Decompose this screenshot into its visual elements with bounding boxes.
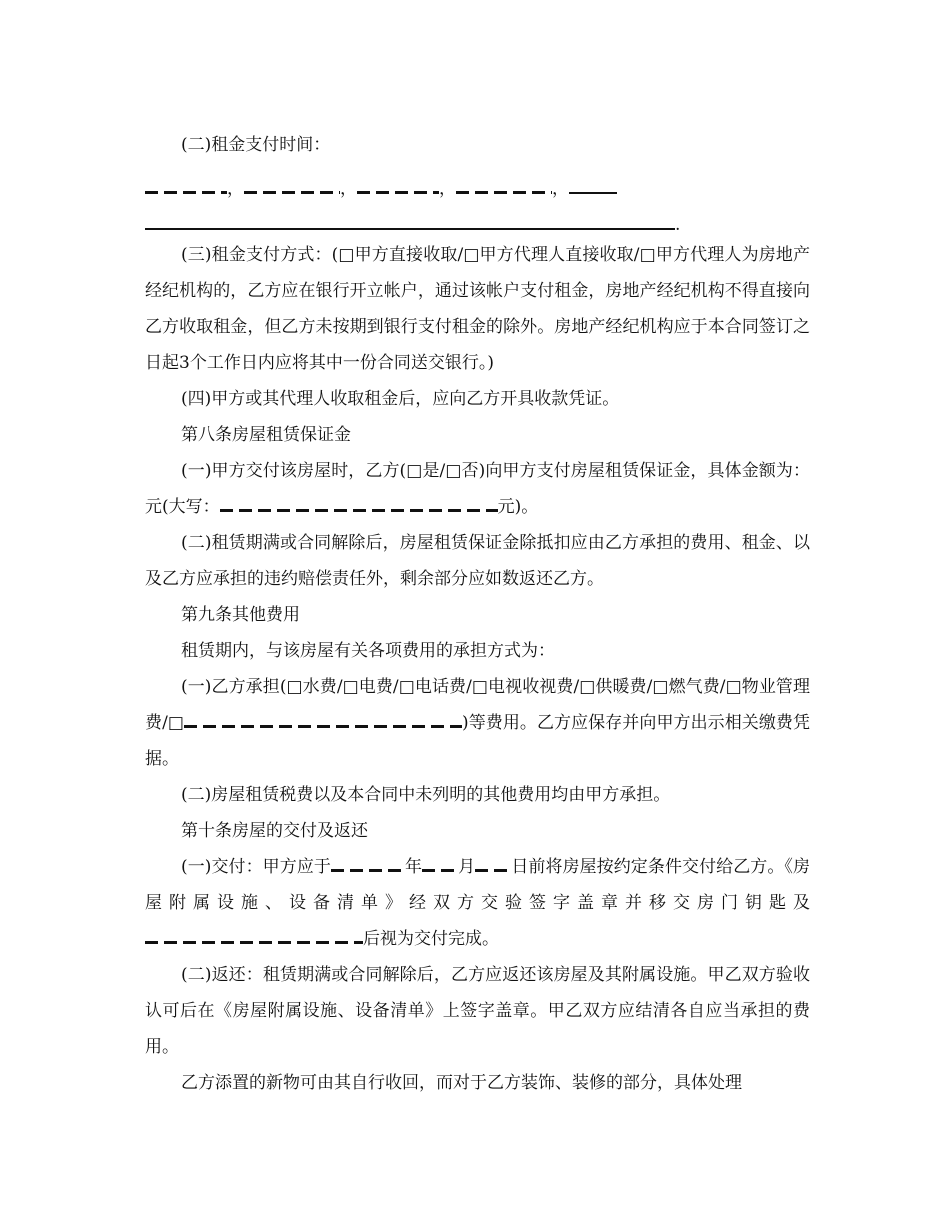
blank-field (145, 930, 363, 944)
deposit-clause-2: (二)租赁期满或合同解除后，房屋租赁保证金除抵扣应由乙方承担的费用、租金、以及乙方应承担的违约赔偿责任外，剩余部分应如数返还乙方。 (145, 533, 810, 589)
blank-field (220, 498, 498, 512)
delivery-clause (145, 849, 810, 957)
deposit-text: (一)甲方交付该房屋时，乙方(□是/□否)向甲方支付房屋租赁保证金，具体金额为：元(大写： (145, 461, 810, 517)
deposit-text-end: 元)。 (497, 497, 539, 517)
blank-field (331, 858, 405, 872)
blank-field (357, 180, 439, 194)
separator-comma: ， (439, 179, 456, 199)
blank-field (456, 180, 552, 194)
article-10-heading: 第十条房屋的交付及返还 (181, 821, 368, 841)
blank-field (475, 858, 511, 872)
article-9-heading: 第九条其他费用 (181, 605, 300, 625)
year-label: 年 (404, 857, 423, 877)
fees-intro: 租赁期内，与该房屋有关各项费用的承担方式为： (181, 641, 555, 661)
rent-receipt-clause: (四)甲方或其代理人收取租金后，应向乙方开具收款凭证。 (181, 389, 620, 409)
additions-clause: 乙方添置的新物可由其自行收回，而对于乙方装饰、装修的部分，具体处理 (181, 1073, 742, 1093)
delivery-text: (一)交付：甲方应于 (181, 857, 331, 877)
delivery-text-2: 日前将房屋按约定条件交付给乙方。《房屋附属设施、设备清单》经双方交验签字盖章并移交房门钥匙及 (145, 857, 811, 913)
fees-clause-1 (145, 669, 810, 777)
delivery-text-end: 后视为交付完成。 (363, 929, 499, 949)
blank-field (145, 214, 675, 230)
article-8-heading: 第八条房屋租赁保证金 (181, 425, 351, 445)
blank-field (244, 180, 340, 194)
blank-field (569, 178, 617, 194)
fees-text-end: )等费用。乙方应保存并向甲方出示相关缴费凭据。 (145, 713, 810, 769)
deposit-clause-1 (145, 453, 810, 525)
blank-field (422, 858, 458, 872)
fees-clause-2: (二)房屋租赁税费以及本合同中未列明的其他费用均由甲方承担。 (181, 785, 671, 805)
blank-field (184, 714, 462, 728)
period: . (675, 215, 681, 235)
separator-comma: ， (340, 179, 357, 199)
rent-payment-time-blanks (145, 171, 810, 207)
month-label: 月 (458, 857, 476, 877)
separator-comma: ， (227, 179, 244, 199)
rent-payment-method: (三)租金支付方式：(□甲方直接收取/□甲方代理人直接收取/□甲方代理人为房地产经纪机构的，乙方应在银行开立帐户，通过该帐户支付租金，房地产经纪机构不得直接向乙方收取租金，但乙方未按期到银行支付租金的除外。房地产经纪机构应于本合同签订之日起3个工作日内应将其中一份合同送交银行。) (145, 245, 810, 373)
blank-field (145, 180, 227, 194)
return-clause: (二)返还：租赁期满或合同解除后，乙方应返还该房屋及其附属设施。甲乙双方验收认可后在《房屋附属设施、设备清单》上签字盖章。甲乙双方应结清各自应当承担的费用。 (145, 965, 810, 1057)
separator-comma: ， (552, 179, 569, 199)
rent-payment-time-heading: (二)租金支付时间： (181, 135, 331, 155)
fees-text: (一)乙方承担(□水费/□电费/□电话费/□电视收视费/□供暖费/□燃气费/□物业管理费/□ (145, 677, 810, 733)
